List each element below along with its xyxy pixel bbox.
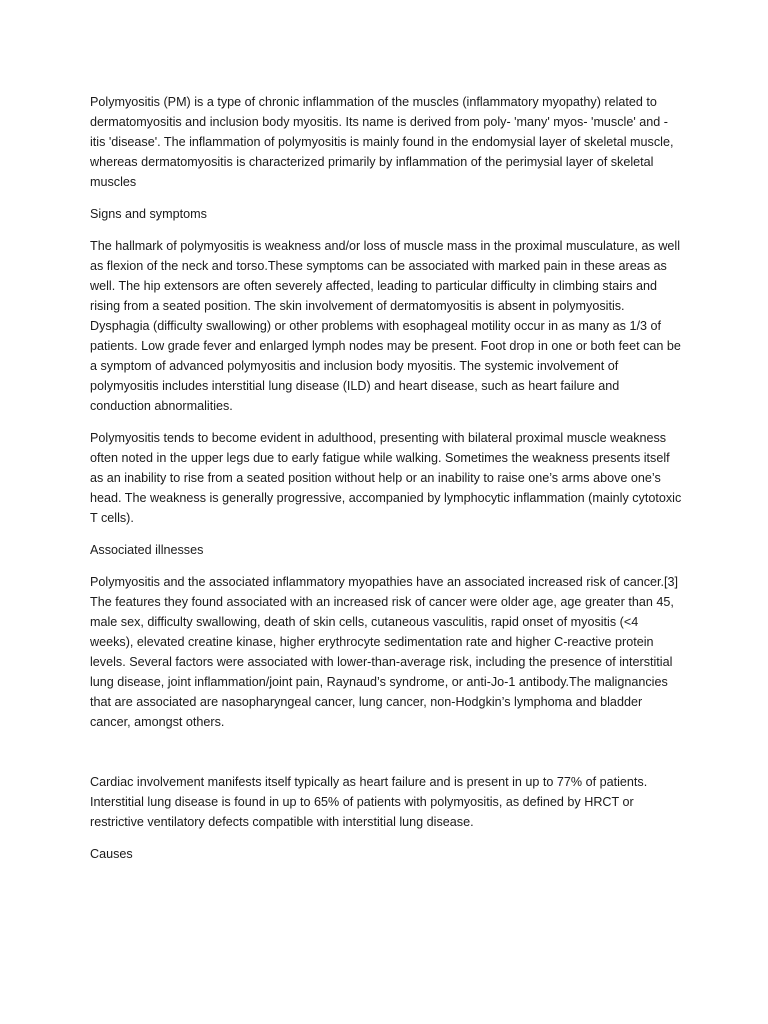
intro-paragraph: Polymyositis (PM) is a type of chronic inflammation of the muscles (inflammatory myopathy) related to dermatomyositis and inclusion body myositis. Its name is derived from poly- 'many' myos- 'muscle' and -itis 'disease'. The inflammation of polymyositis is mainly found in the endomysial layer of skeletal muscle, whereas dermatomyositis is characterized primarily by inflammation of the perimysial layer of skeletal muscles (90, 95, 674, 189)
section-heading-signs-and-symptoms: Signs and symptoms (90, 207, 207, 221)
cancer-risk-paragraph: Polymyositis and the associated inflammatory myopathies have an associated increased risk of cancer.[3] The features they found associated with an increased risk of cancer were older age, age greater than 45, male sex, difficulty swallowing, death of skin cells, cutaneous vasculitis, rapid onset of myositis (<4 weeks), elevated creatine kinase, higher erythrocyte sedimentation rate and higher C-reactive protein levels. Several factors were associated with lower-than-average risk, including the presence of interstitial lung disease, joint inflammation/joint pain, Raynaud’s syndrome, or anti-Jo-1 antibody.The malignancies that are associated are nasopharyngeal cancer, lung cancer, non-Hodgkin’s lymphoma and bladder cancer, amongst others. (90, 575, 679, 729)
section-heading-causes: Causes (90, 847, 133, 861)
cardiac-involvement-paragraph: Cardiac involvement manifests itself typically as heart failure and is present in up to 77% of patients. Interstitial lung disease is found in up to 65% of patients with polymyositis, as defined by HRCT or restrictive ventilatory defects compatible with interstitial lung disease. (90, 775, 648, 829)
section-heading-associated-illnesses: Associated illnesses (90, 543, 204, 557)
document-body (90, 92, 682, 876)
onset-paragraph: Polymyositis tends to become evident in adulthood, presenting with bilateral proximal muscle weakness often noted in the upper legs due to early fatigue while walking. Sometimes the weakness presents itself as an inability to rise from a seated position without help or an inability to raise one’s arms above one’s head. The weakness is generally progressive, accompanied by lymphocytic inflammation (mainly cytotoxic T cells). (90, 431, 682, 525)
symptoms-paragraph: The hallmark of polymyositis is weakness and/or loss of muscle mass in the proximal musculature, as well as flexion of the neck and torso.These symptoms can be associated with marked pain in these areas as well. The hip extensors are often severely affected, leading to particular difficulty in climbing stairs and rising from a seated position. The skin involvement of dermatomyositis is absent in polymyositis. Dysphagia (difficulty swallowing) or other problems with esophageal motility occur in as many as 1/3 of patients. Low grade fever and enlarged lymph nodes may be present. Foot drop in one or both feet can be a symptom of advanced polymyositis and inclusion body myositis. The systemic involvement of polymyositis includes interstitial lung disease (ILD) and heart disease, such as heart failure and conduction abnormalities. (90, 239, 681, 413)
